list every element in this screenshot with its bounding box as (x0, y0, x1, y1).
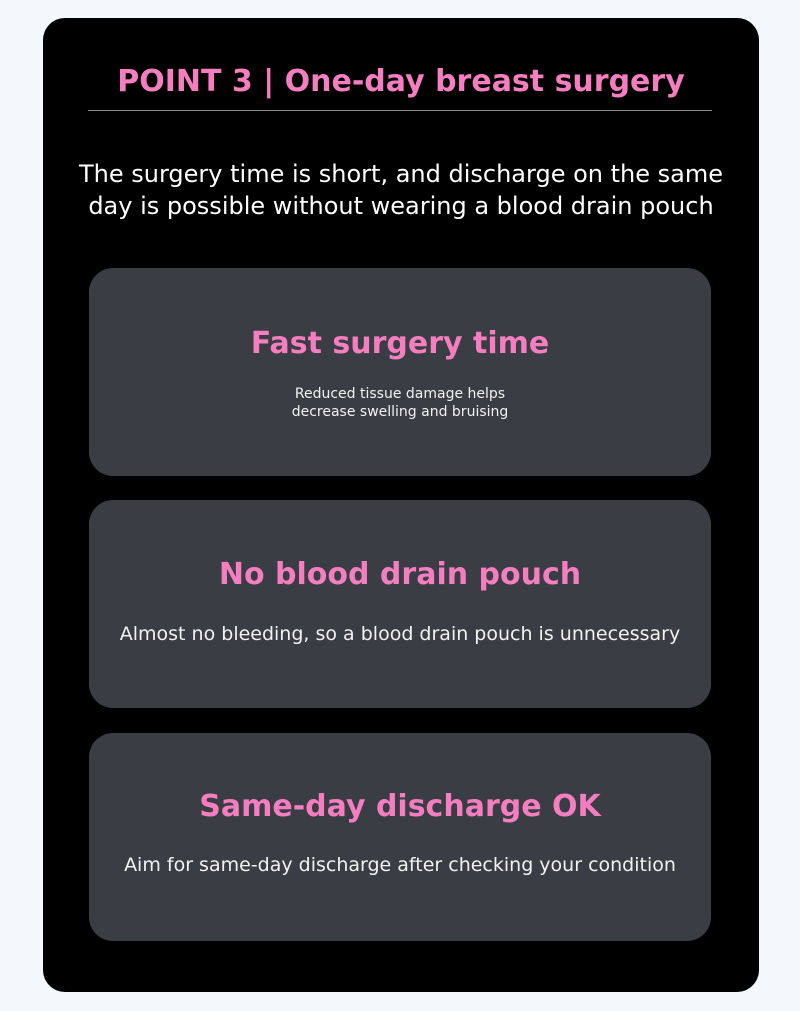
info-panel (43, 18, 759, 992)
feature-card-same-day-discharge (89, 733, 711, 941)
card-description: Almost no bleeding, so a blood drain pouch is unnecessary (119, 623, 681, 645)
feature-card-no-drain-pouch (89, 500, 711, 708)
card-heading: Fast surgery time (250, 326, 550, 361)
subtitle-line-1: The surgery time is short, and discharge on the same (79, 160, 723, 188)
feature-card-fast-surgery (89, 268, 711, 476)
card-description: Aim for same-day discharge after checking your condition (124, 854, 676, 876)
title-divider (88, 110, 712, 111)
card-heading: No blood drain pouch (218, 557, 582, 592)
card-heading: Same-day discharge OK (199, 789, 601, 824)
card-description-line-2: decrease swelling and bruising (291, 404, 509, 420)
card-description-line-1: Reduced tissue damage helps (294, 386, 506, 402)
page-title: POINT 3 | One-day breast surgery (117, 64, 685, 99)
card-description (89, 385, 711, 421)
page-subtitle (43, 158, 759, 222)
subtitle-line-2: day is possible without wearing a blood drain pouch (88, 192, 714, 220)
